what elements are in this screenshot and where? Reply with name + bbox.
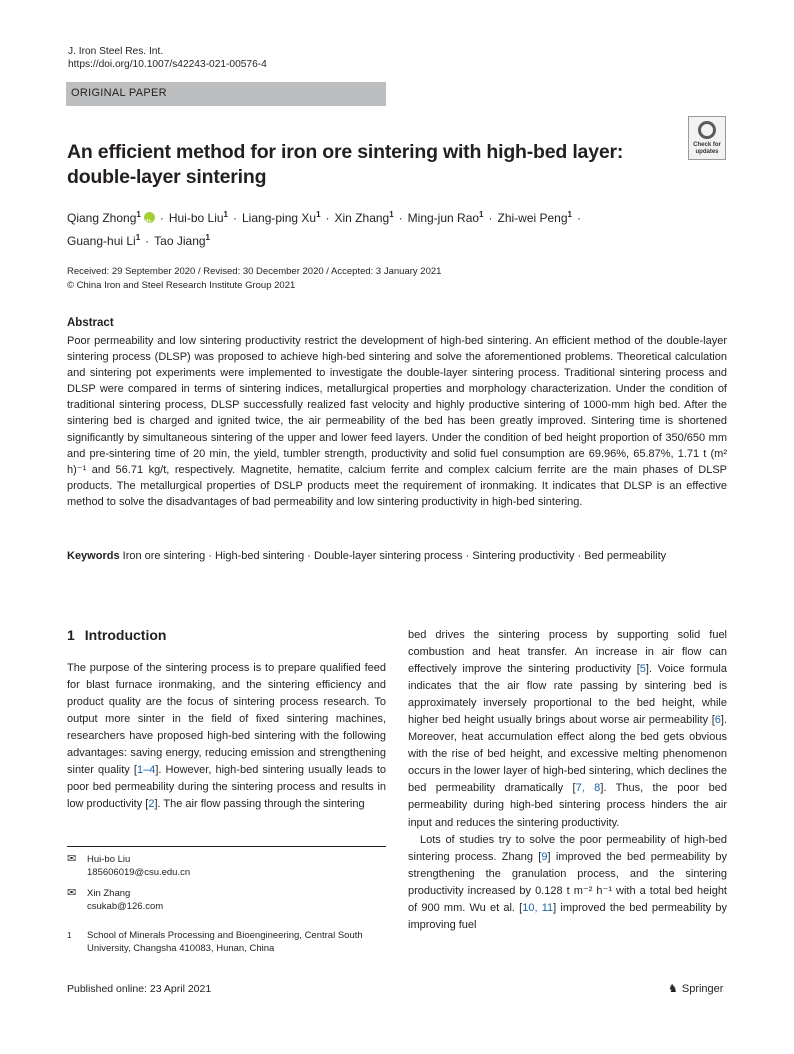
contact-email[interactable]: 185606019@csu.edu.cn	[87, 867, 191, 878]
check-updates-label: Check for updates	[693, 142, 721, 155]
author[interactable]: Hui-bo Liu$^1$	[168, 210, 228, 225]
author[interactable]: Guang-hui Li$^1$	[67, 233, 141, 248]
citation-link[interactable]: 6	[714, 714, 721, 727]
update-ring-icon	[698, 121, 716, 139]
author[interactable]: Ming-jun Rao$^1$	[407, 210, 484, 225]
author-separator: ·	[159, 211, 164, 225]
publisher-logo[interactable]	[668, 982, 723, 995]
citation-link[interactable]: 2	[148, 798, 155, 811]
envelope-icon: ✉	[67, 887, 77, 899]
citation-link[interactable]: 5	[639, 663, 646, 676]
article-type-banner	[66, 82, 386, 106]
author[interactable]: Xin Zhang$^1$	[334, 210, 394, 225]
affiliation-note	[67, 929, 386, 955]
body-column-left	[67, 660, 386, 813]
author-separator: ·	[488, 211, 493, 225]
publisher-name: Springer	[681, 983, 724, 995]
author-separator: ·	[325, 211, 330, 225]
article-type-label: ORIGINAL PAPER	[71, 87, 167, 99]
contact-email[interactable]: csukab@126.com	[87, 901, 164, 912]
section-title: Introduction	[84, 627, 167, 643]
author-separator: ·	[398, 211, 403, 225]
check-for-updates-badge[interactable]	[688, 116, 726, 160]
citation-link[interactable]: 9	[541, 850, 548, 863]
springer-horse-icon: ♞	[668, 983, 678, 995]
article-history	[67, 265, 441, 293]
published-date: Published online: 23 April 2021	[67, 983, 212, 995]
paragraph: bed drives the sintering process by supporting solid fuel combustion and heat transfer. An increase in air flow can effectively improve the sintering productivity [5]. Voice formula indicates that the air flow rate passing by sintering bed is approximately inversely proportional to the bed height, while higher bed height usually brings about worse air permeability [6]. Moreover, heat accumulation effect along the bed gets obvious with the rise of bed height, and excessive melting phenomenon occurs in the lower layer of high-bed sintering, which declines the bed permeability dramatically [7, 8]. Thus, the poor bed permeability during high-bed sintering process hinders the air input and reduces the sintering productivity.	[408, 629, 727, 829]
author[interactable]: Tao Jiang$^1$	[154, 233, 210, 248]
section-heading	[67, 627, 166, 643]
copyright-line: © China Iron and Steel Research Institute Group 2021	[67, 280, 296, 291]
affiliation-mark: 1	[67, 931, 72, 940]
journal-name: J. Iron Steel Res. Int.	[68, 46, 164, 57]
history-dates: Received: 29 September 2020 / Revised: 30 December 2020 / Accepted: 3 January 2021	[67, 266, 442, 277]
doi-link[interactable]: https://doi.org/10.1007/s42243-021-00576-4	[68, 59, 267, 70]
author-separator: ·	[233, 211, 237, 225]
author-separator: ·	[145, 234, 150, 248]
paragraph: The purpose of the sintering process is to prepare qualified feed for blast furnace ironmaking, and the sintering efficiency and product quality are the focus of sintering process research. To output more sinter in the field of fixed sintering machines, researchers have proposed high-bed sintering with the following advantages: saving energy, reducing emission and strengthening sinter quality [1–4]. However, high-bed sintering usually leads to poor bed permeability during the sintering process and results in low productivity [2]. The air flow passing through the sintering	[67, 662, 387, 811]
footnote-divider	[67, 846, 386, 847]
envelope-icon: ✉	[67, 853, 77, 865]
corresponding-author-2	[67, 887, 163, 913]
author[interactable]: Zhi-wei Peng$^1$	[497, 210, 572, 225]
citation-link[interactable]: 1–4	[136, 764, 156, 777]
journal-info	[68, 45, 267, 71]
citation-link[interactable]: 7, 8	[575, 782, 601, 795]
contact-name: Xin Zhang	[87, 888, 131, 899]
author[interactable]: Liang-ping Xu$^1$	[242, 210, 321, 225]
abstract-heading: Abstract	[67, 317, 114, 329]
affiliation-text: School of Minerals Processing and Bioengineering, Central South University, Changsha 410083, Hunan, China	[87, 930, 363, 954]
keywords-list: Iron ore sintering · High-bed sintering · Double-layer sintering process · Sintering productivity · Bed permeability	[122, 550, 667, 562]
orcid-icon[interactable]	[144, 212, 155, 223]
author[interactable]: Qiang Zhong$^1$	[67, 210, 141, 225]
body-column-right	[408, 627, 727, 934]
contact-name: Hui-bo Liu	[87, 854, 131, 865]
section-number: 1	[67, 627, 75, 643]
author-list	[67, 205, 727, 251]
abstract-text: Poor permeability and low sintering productivity restrict the development of high-bed sintering. An efficient method of the double-layer sintering process (DLSP) was proposed to achieve high-bed sintering and solve the aforementioned problems. Theoretical calculation and sintering pot experiments were implemented to investigate the double-layer sintering process. Traditional sintering process and DLSP were compared in terms of sintering indices, metallurgical properties and morphology characterization. Under the condition of traditional sintering process, DLSP successfully realized fast velocity and highly productive sintering of 1000-mm high bed. After the sintering bed is charged and ignited twice, the air permeability of the bed has been greatly improved. Sintering time is shortened significantly by simultaneous sintering of the upper and lower feed layers. Under the condition of bed height proportion of 350/650 mm and pre-sintering time of 20 min, the yield, tumbler strength, productivity and solid fuel consumption are 69.96%, 65.87%, 1.71 t (m² h)⁻¹ and 56.71 kg/t, respectively. Magnetite, hematite, calcium ferrite and complex calcium ferrite are the main phases of DLSP products. The metallurgical properties of DSLP products meet the requirement of ironmaking. It indicates that DLSP is an effective method to solve the disadvantages of bad permeability and low sintering productivity in high-bed sintering.	[67, 335, 727, 508]
paragraph: Lots of studies try to solve the poor permeability of high-bed sintering process. Zhang [9] improved the bed permeability by strengthening the granulation process, and the sintering productivity increased by 0.128 t m⁻² h⁻¹ with a total bed height of 900 mm. Wu et al. [10, 11] improved the bed permeability by improving fuel	[408, 833, 727, 931]
author-separator: ·	[576, 211, 581, 225]
keywords	[67, 548, 727, 564]
corresponding-author-1	[67, 853, 190, 879]
citation-link[interactable]: 10, 11	[522, 901, 554, 914]
paper-title: An efficient method for iron ore sintering with high-bed layer: double-layer sintering	[67, 141, 624, 188]
keywords-label: Keywords	[67, 550, 120, 562]
